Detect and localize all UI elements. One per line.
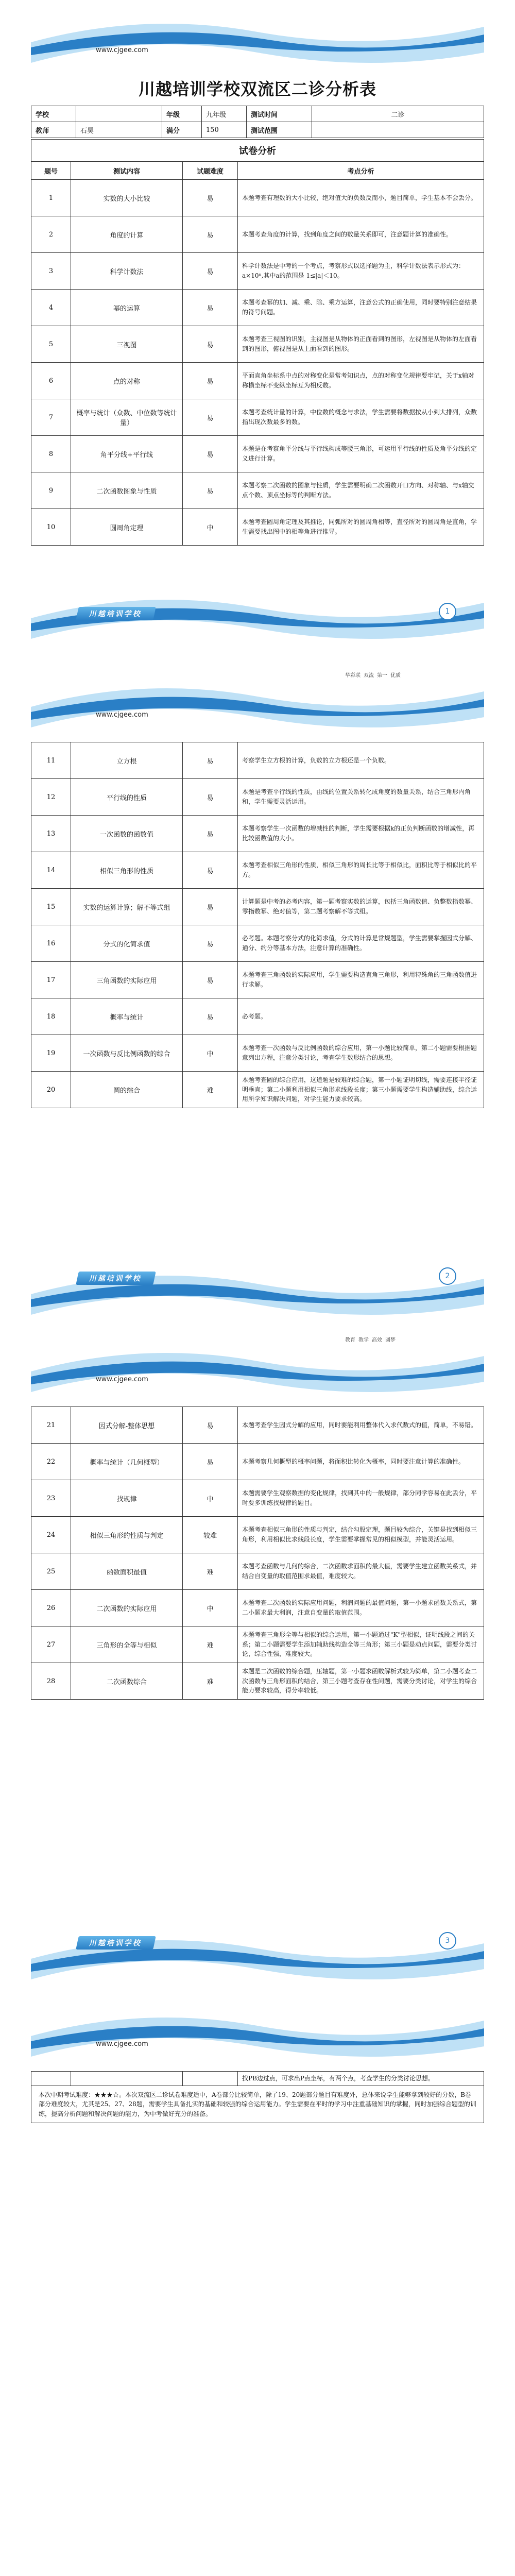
question-content: 点的对称 — [71, 363, 183, 399]
question-level: 易 — [183, 363, 238, 399]
question-level: 中 — [183, 1480, 238, 1517]
page-3 — [0, 1329, 515, 1994]
page-footer — [0, 587, 515, 665]
table-row — [31, 852, 484, 889]
question-level: 易 — [183, 742, 238, 779]
question-number: 16 — [31, 925, 71, 962]
question-content: 概率与统计（众数、中位数等统计量） — [71, 399, 183, 436]
question-number: 14 — [31, 852, 71, 889]
school-value — [76, 106, 162, 122]
table-row — [31, 1407, 484, 1444]
question-analysis: 本题是在考察角平分线与平行线构成等腰三角形，可运用平行线的性质及角平分线的定义进行计算。 — [238, 436, 484, 472]
question-content: 函数面积最值 — [71, 1553, 183, 1590]
table-row — [31, 326, 484, 363]
table-row — [31, 399, 484, 436]
question-analysis: 本题考察二次函数的图象与性质，学生需要明确二次函数开口方向、对称轴、与x轴交点个数、顶点坐标等的判断方法。 — [238, 472, 484, 509]
question-number: 10 — [31, 509, 71, 546]
question-number: 22 — [31, 1444, 71, 1480]
table-row — [31, 180, 484, 216]
question-analysis: 必考题。本题考察分式的化简求值，分式的计算是常规题型，学生需要掌握因式分解、通分、约分等基本方法，注意计算的准确性。 — [238, 925, 484, 962]
slogan-word: 优质 — [390, 673, 401, 679]
question-content: 分式的化简求值 — [71, 925, 183, 962]
page-title: 川越培训学校双流区二诊分析表 — [138, 79, 376, 99]
summary-text: 本次中期考试难度：★★★☆。本次双流区二诊试卷难度适中，A卷部分比较简单，除了19、20题部分题目有难度外，总体来说学生能够拿到较好的分数，B卷部分难度较大，尤其是25、27、28题，需要学生具备扎实的基础和较强的综合运用能力。学生需要在平时的学习中注重基础知识的掌握，同时加强综合题型的训练，提高分析问题和解决问题的能力，为中考做好充分的准备。 — [31, 2086, 484, 2123]
slogan-word: 第一 — [377, 673, 387, 679]
table-row — [31, 1663, 484, 1700]
header-content: 测试内容 — [71, 162, 183, 180]
question-number: 4 — [31, 290, 71, 326]
question-content: 相似三角形的性质 — [71, 852, 183, 889]
question-analysis: 本题考察学生一次函数的增减性的判断，学生需要根据k的正负判断函数的增减性，再比较函数值的大小。 — [238, 816, 484, 852]
question-number: 28 — [31, 1663, 71, 1700]
question-analysis: 本题考查二次函数的实际应用问题，利润问题的最值问题，第一小题求函数关系式，第二小题求最大利润，注意自变量的取值范围。 — [238, 1590, 484, 1626]
question-content: 一次函数与反比例函数的综合 — [71, 1035, 183, 1072]
question-number: 13 — [31, 816, 71, 852]
page-header — [0, 0, 515, 77]
page-number: 2 — [439, 1267, 456, 1285]
question-content: 因式分解-整体思想 — [71, 1407, 183, 1444]
question-level: 易 — [183, 1407, 238, 1444]
slogan-word: 高效 — [372, 1337, 382, 1343]
question-analysis: 本题考查三角函数的实际应用，学生需要构造直角三角形，利用特殊角的三角函数值进行求解。 — [238, 962, 484, 998]
table-row — [31, 253, 484, 290]
table-row — [31, 816, 484, 852]
page-number: 1 — [439, 603, 456, 620]
question-content: 三角形的全等与相似 — [71, 1626, 183, 1663]
question-level: 较难 — [183, 1517, 238, 1553]
question-number: 23 — [31, 1480, 71, 1517]
question-level: 易 — [183, 962, 238, 998]
analysis-table-2 — [31, 742, 484, 1108]
slogan-word: 华彩联 — [345, 673, 360, 679]
question-number: 27 — [31, 1626, 71, 1663]
question-content: 概率与统计（几何概型） — [71, 1444, 183, 1480]
question-number: 2 — [31, 216, 71, 253]
analysis-table-1 — [31, 139, 484, 546]
question-analysis: 本题需要学生观察数据的变化规律，找到其中的一般规律，部分同学容易在此丢分，平时要多训练找规律的题目。 — [238, 1480, 484, 1517]
school-logo: 川越培训学校 — [76, 1936, 156, 1950]
question-level: 难 — [183, 1626, 238, 1663]
school-logo: 川越培训学校 — [76, 607, 156, 620]
grade-label: 年级 — [162, 106, 202, 122]
question-level: 中 — [183, 1035, 238, 1072]
question-number: 26 — [31, 1590, 71, 1626]
question-content: 角度的计算 — [71, 216, 183, 253]
question-level: 难 — [183, 1663, 238, 1700]
question-content: 相似三角形的性质与判定 — [71, 1517, 183, 1553]
question-content: 幂的运算 — [71, 290, 183, 326]
question-number: 11 — [31, 742, 71, 779]
slogan-word: 圆梦 — [385, 1337, 396, 1343]
question-content: 立方根 — [71, 742, 183, 779]
cell-empty — [71, 2072, 183, 2086]
question-content: 圆周角定理 — [71, 509, 183, 546]
question-analysis: 本题是二次函数的综合题，压轴题，第一小题求函数解析式较为简单，第二小题考查二次函数与三角形面积的结合，第三小题考查存在性问题，需要分类讨论，对学生的综合能力要求较高，得分率较低。 — [238, 1663, 484, 1700]
table-row — [31, 1480, 484, 1517]
table-row — [31, 1072, 484, 1108]
question-level: 易 — [183, 326, 238, 363]
question-content: 三角函数的实际应用 — [71, 962, 183, 998]
question-number: 17 — [31, 962, 71, 998]
wave-banner-graphic — [31, 1341, 484, 1397]
time-value: 二诊 — [312, 106, 484, 122]
range-label: 测试范围 — [247, 122, 312, 138]
range-value — [312, 122, 484, 138]
question-analysis: 本题考查圆周角定理及其推论，同弧所对的圆周角相等，直径所对的圆周角是直角，学生需要找出图中的相等角进行推导。 — [238, 509, 484, 546]
table-row — [31, 216, 484, 253]
table-row — [31, 1626, 484, 1663]
question-level: 中 — [183, 509, 238, 546]
header-level: 试题难度 — [183, 162, 238, 180]
question-level: 易 — [183, 399, 238, 436]
page-number: 3 — [439, 1932, 456, 1950]
question-number: 15 — [31, 889, 71, 925]
grade-value: 九年级 — [202, 106, 247, 122]
question-content: 一次函数的函数值 — [71, 816, 183, 852]
question-level: 易 — [183, 998, 238, 1035]
question-content: 科学计数法 — [71, 253, 183, 290]
question-content: 概率与统计 — [71, 998, 183, 1035]
question-number: 7 — [31, 399, 71, 436]
question-analysis: 本题考查三视图的识别，主视图是从物体的正面看到的图形，左视图是从物体的左面看到的图形，俯视图是从上面看到的图形。 — [238, 326, 484, 363]
question-content: 圆的综合 — [71, 1072, 183, 1108]
question-analysis: 本题是考查平行线的性质，由线的位置关系转化成角度的数量关系，结合三角形内角和，学生需要灵活运用。 — [238, 779, 484, 816]
time-label: 测试时间 — [247, 106, 312, 122]
teacher-value: 石昊 — [76, 122, 162, 138]
table-row — [31, 1517, 484, 1553]
table-row — [31, 925, 484, 962]
question-level: 易 — [183, 889, 238, 925]
page-footer — [0, 1917, 515, 1994]
question-level: 难 — [183, 1072, 238, 1108]
question-level: 易 — [183, 925, 238, 962]
question-level: 易 — [183, 472, 238, 509]
slogan-word: 双流 — [364, 673, 374, 679]
header-analysis: 考点分析 — [238, 162, 484, 180]
question-number: 9 — [31, 472, 71, 509]
question-analysis: 本题考查学生因式分解的应用，同时要能利用整体代入求代数式的值，简单，不易错。 — [238, 1407, 484, 1444]
table-row — [31, 363, 484, 399]
question-number: 8 — [31, 436, 71, 472]
page-header — [0, 1329, 515, 1406]
page-header — [0, 665, 515, 742]
question-analysis: 本题考查一次函数与反比例函数的综合应用，第一小题比较简单，第二小题需要根据题意列出方程，注意分类讨论，考查学生数形结合的思想。 — [238, 1035, 484, 1072]
question-analysis: 本题考查函数与几何的综合，二次函数求面积的最大值，需要学生建立函数关系式，并结合自变量的取值范围求最值，难度较大。 — [238, 1553, 484, 1590]
question-number: 20 — [31, 1072, 71, 1108]
question-content: 平行线的性质 — [71, 779, 183, 816]
question-analysis: 本题考查角度的计算，找到角度之间的数量关系即可，注意题计算的准确性。 — [238, 216, 484, 253]
question-analysis: 本题考查有理数的大小比较，绝对值大的负数反而小，题目简单，学生基本不会丢分。 — [238, 180, 484, 216]
question-analysis: 本题考查幂的加、减、乘、除、乘方运算，注意公式的正确使用，同时要特别注意结果的符号问题。 — [238, 290, 484, 326]
cell-empty — [31, 2072, 71, 2086]
table-row — [31, 1035, 484, 1072]
question-content: 实数的大小比较 — [71, 180, 183, 216]
question-level: 易 — [183, 816, 238, 852]
site-url[interactable]: www.cjgee.com — [96, 2040, 148, 2048]
question-level: 易 — [183, 290, 238, 326]
slogan-word: 教育 — [345, 1337, 355, 1343]
question-content: 二次函数的实际应用 — [71, 1590, 183, 1626]
question-level: 易 — [183, 436, 238, 472]
question-content: 三视图 — [71, 326, 183, 363]
table-row — [31, 509, 484, 546]
page-header — [0, 1994, 515, 2071]
question-number: 19 — [31, 1035, 71, 1072]
table-row — [31, 1590, 484, 1626]
question-analysis: 本题考查统计量的计算，中位数的概念与求法，学生需要将数据按从小到大排列，众数指出现次数最多的数。 — [238, 399, 484, 436]
school-logo: 川越培训学校 — [76, 1272, 156, 1285]
site-url[interactable]: www.cjgee.com — [96, 1376, 148, 1383]
table-row — [31, 1444, 484, 1480]
question-level: 易 — [183, 779, 238, 816]
score-value: 150 — [202, 122, 247, 138]
info-table — [31, 106, 484, 138]
question-level: 易 — [183, 253, 238, 290]
question-number: 24 — [31, 1517, 71, 1553]
question-level: 中 — [183, 1590, 238, 1626]
question-analysis: 必考题。 — [238, 998, 484, 1035]
page-1 — [0, 0, 515, 665]
question-content: 二次函数综合 — [71, 1663, 183, 1700]
question-content: 角平分线+平行线 — [71, 436, 183, 472]
question-number: 5 — [31, 326, 71, 363]
continuation-text: 找PB边过点，可求出P点坐标，有两个点，考查学生的分类讨论思想。 — [238, 2072, 484, 2086]
question-number: 21 — [31, 1407, 71, 1444]
header-no: 题号 — [31, 162, 71, 180]
school-label: 学校 — [31, 106, 76, 122]
table-row — [31, 290, 484, 326]
question-analysis: 本题考查三角形全等与相似的综合运用，第一小题通过"K"型相似，证明线段之间的关系；第二小题需要学生添加辅助线构造全等三角形；第三小题是动点问题，需要分类讨论，综合性强，难度较大。 — [238, 1626, 484, 1663]
question-number: 12 — [31, 779, 71, 816]
question-analysis: 计算题是中考的必考内容，第一题考察实数的运算，包括三角函数值、负整数指数幂、零指数幂、绝对值等，第二题考察解不等式组。 — [238, 889, 484, 925]
question-number: 1 — [31, 180, 71, 216]
question-number: 3 — [31, 253, 71, 290]
score-label: 满分 — [162, 122, 202, 138]
question-analysis: 平面直角坐标系中点的对称变化是常考知识点，点的对称变化规律要牢记，关于x轴对称横坐标不变纵坐标互为相反数。 — [238, 363, 484, 399]
site-url[interactable]: www.cjgee.com — [96, 711, 148, 719]
page-2 — [0, 665, 515, 1329]
site-url[interactable]: www.cjgee.com — [96, 46, 148, 54]
table-row — [31, 962, 484, 998]
page-4 — [0, 1994, 515, 2576]
question-analysis: 本题考查相似三角形的性质，相似三角形的周长比等于相似比，面积比等于相似比的平方。 — [238, 852, 484, 889]
table-row — [31, 472, 484, 509]
analysis-table-4 — [31, 2071, 484, 2123]
analysis-table-3 — [31, 1406, 484, 1700]
table-row — [31, 742, 484, 779]
question-number: 6 — [31, 363, 71, 399]
wave-banner-graphic — [31, 2005, 484, 2062]
question-content: 二次函数图象与性质 — [71, 472, 183, 509]
table-row — [31, 998, 484, 1035]
question-analysis: 本题考查相似三角形的性质与判定，结合勾股定理，题目较为综合，关键是找到相似三角形，利用相似比求线段长度，学生需要掌握常见的相似模型，并能灵活运用。 — [238, 1517, 484, 1553]
table-row — [31, 1553, 484, 1590]
question-analysis: 科学计数法是中考的一个考点，考察形式以选择题为主，科学计数法表示形式为：a×10ⁿ,其中a的范围是 1≤|a|＜10。 — [238, 253, 484, 290]
cell-empty — [183, 2072, 238, 2086]
question-analysis: 本题考察几何概型的概率问题，将面积比转化为概率，同时要注意计算的准确性。 — [238, 1444, 484, 1480]
question-level: 易 — [183, 180, 238, 216]
question-content: 实数的运算计算；解不等式组 — [71, 889, 183, 925]
question-level: 易 — [183, 1444, 238, 1480]
section-title: 试卷分析 — [31, 140, 484, 162]
table-row — [31, 779, 484, 816]
page-footer — [0, 1252, 515, 1329]
question-number: 18 — [31, 998, 71, 1035]
table-row — [31, 889, 484, 925]
table-row — [31, 436, 484, 472]
question-analysis: 考察学生立方根的计算，负数的立方根还是一个负数。 — [238, 742, 484, 779]
slogan-word: 教学 — [358, 1337, 369, 1343]
question-number: 25 — [31, 1553, 71, 1590]
question-content: 找规律 — [71, 1480, 183, 1517]
wave-banner-graphic — [31, 676, 484, 733]
question-analysis: 本题考查圆的综合应用，这道题是较难的综合题，第一小题证明切线，需要连接半径证明垂直；第二小题利用相似三角形求线段长度；第三小题需要学生构造辅助线，综合运用所学知识解决问题，对学生能力要求较高。 — [238, 1072, 484, 1108]
question-level: 难 — [183, 1553, 238, 1590]
wave-banner-graphic — [31, 11, 484, 68]
question-level: 易 — [183, 216, 238, 253]
question-level: 易 — [183, 852, 238, 889]
teacher-label: 教师 — [31, 122, 76, 138]
